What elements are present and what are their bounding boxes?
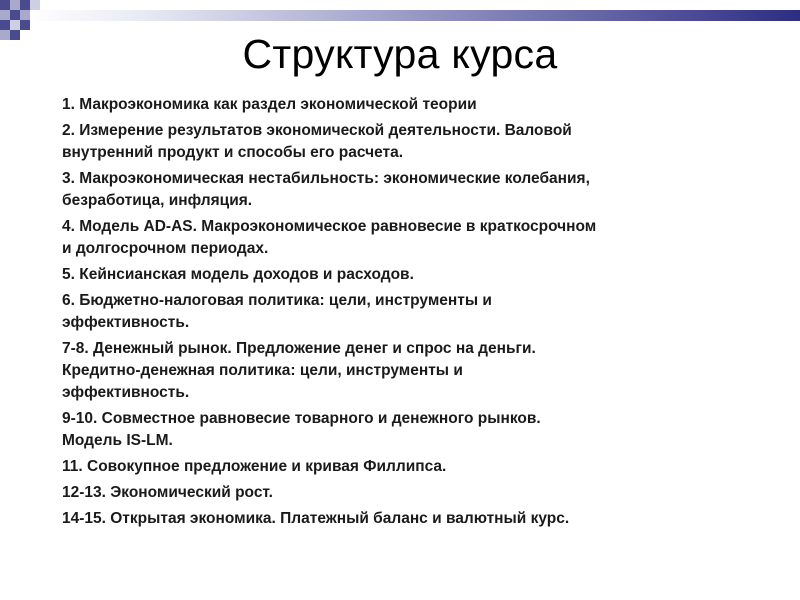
course-topics-list: [62, 94, 762, 534]
header-gradient-bar: [28, 10, 800, 21]
list-item: 3. Макроэкономическая нестабильность: экономические колебания, безработица, инфляция.: [62, 170, 590, 209]
list-item: 2. Измерение результатов экономической деятельности. Валовой внутренний продукт и способы его расчета.: [62, 122, 572, 161]
list-item: 6. Бюджетно-налоговая политика: цели, инструменты и эффективность.: [62, 292, 492, 331]
slide-title: Структура курса: [242, 31, 558, 77]
list-item: 9-10. Совместное равновесие товарного и денежного рынков. Модель IS-LM.: [62, 410, 541, 449]
list-item: 4. Модель AD-AS. Макроэкономическое равновесие в краткосрочном и долгосрочном периодах.: [62, 218, 597, 257]
list-item: 14-15. Открытая экономика. Платежный баланс и валютный курс.: [62, 510, 570, 527]
list-item: 12-13. Экономический рост.: [62, 484, 273, 501]
list-item: 1. Макроэкономика как раздел экономической теории: [62, 96, 477, 113]
list-item: 5. Кейнсианская модель доходов и расходов.: [62, 266, 414, 283]
list-item: 11. Совокупное предложение и кривая Филлипса.: [62, 458, 447, 475]
list-item: 7-8. Денежный рынок. Предложение денег и спрос на деньги. Кредитно-денежная политика: цели, инструменты и эффективность.: [62, 340, 536, 401]
